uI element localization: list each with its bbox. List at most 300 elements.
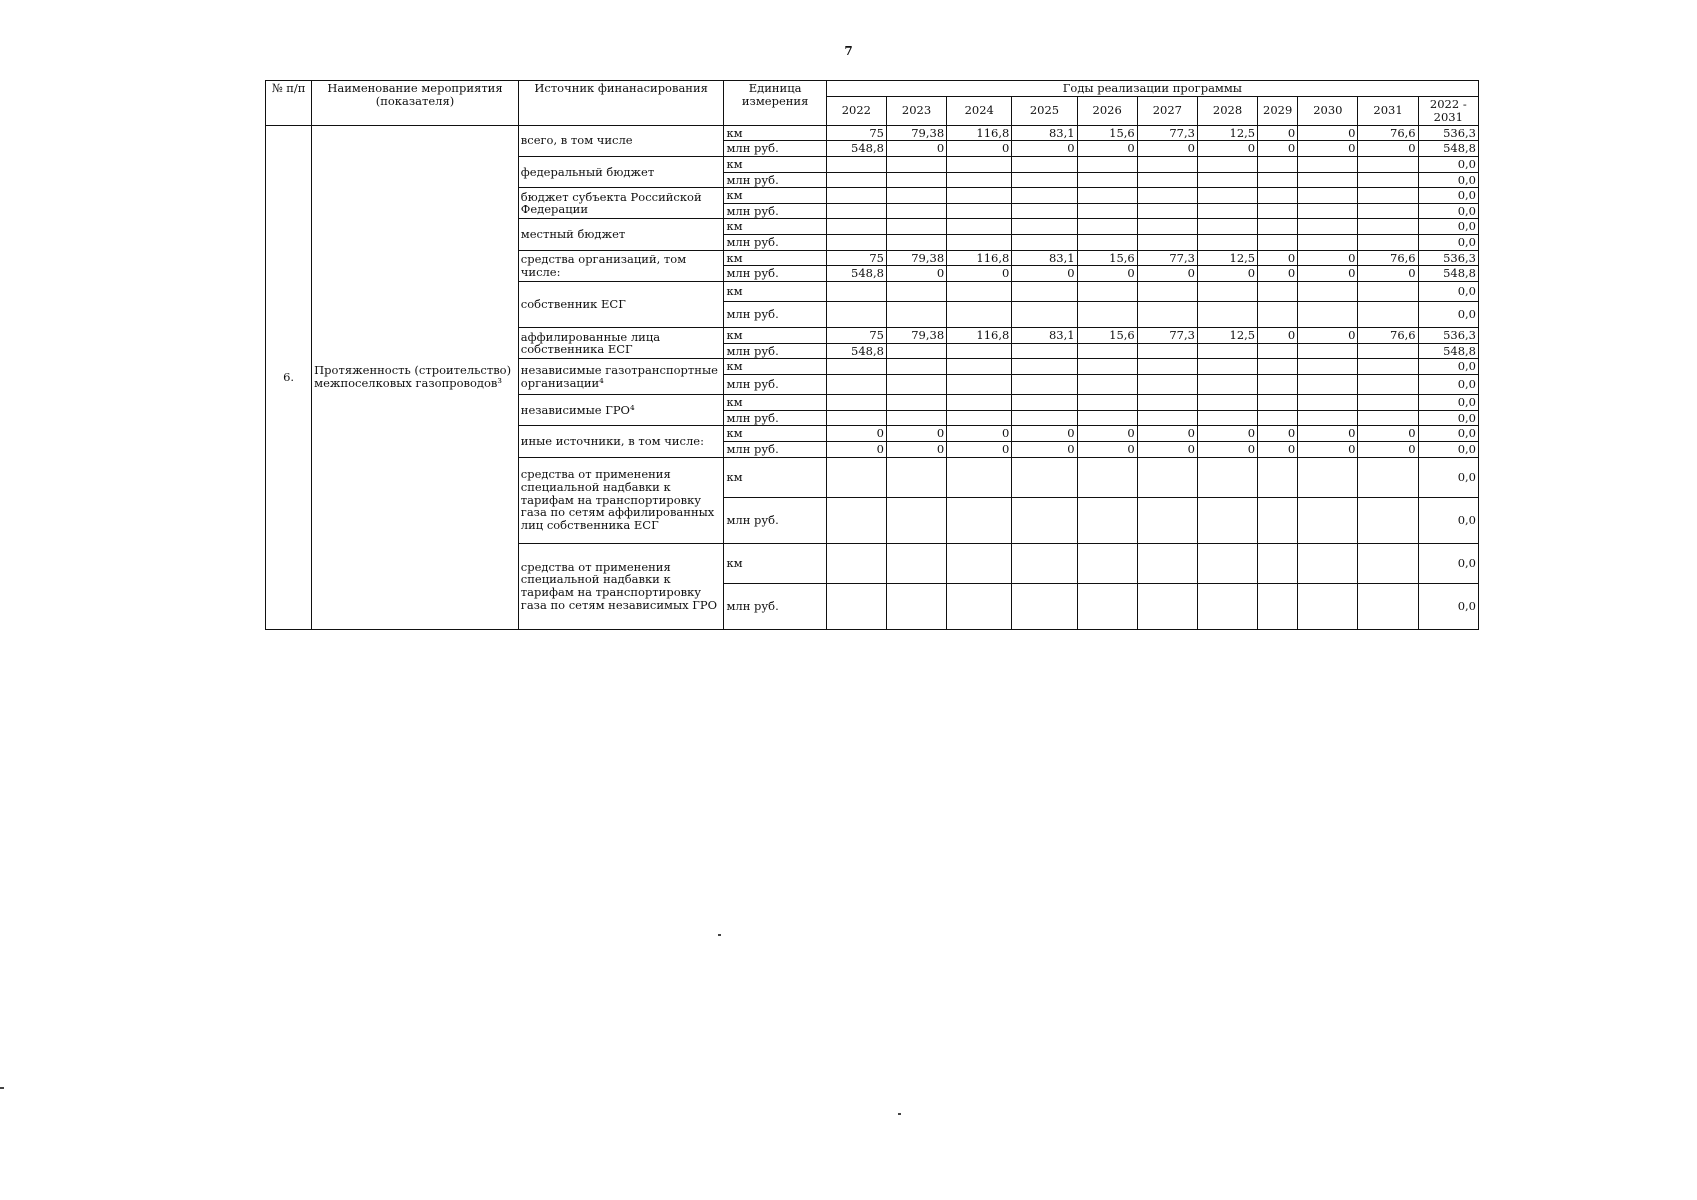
total-cell: 536,3 — [1418, 125, 1478, 141]
value-cell — [1298, 343, 1358, 359]
year-header: 2022 — [826, 96, 886, 125]
value-cell — [1197, 374, 1257, 394]
value-cell: 76,6 — [1358, 328, 1418, 344]
value-cell — [947, 156, 1012, 172]
value-cell — [1137, 172, 1197, 188]
value-cell — [1077, 172, 1137, 188]
value-cell: 76,6 — [1358, 250, 1418, 266]
value-cell: 548,8 — [826, 141, 886, 157]
value-cell — [1258, 359, 1298, 375]
value-cell — [1137, 203, 1197, 219]
value-cell — [1012, 543, 1077, 583]
value-cell — [886, 374, 946, 394]
value-cell — [1258, 203, 1298, 219]
unit-cell: млн руб. — [724, 441, 826, 457]
value-cell: 116,8 — [947, 328, 1012, 344]
total-cell: 0,0 — [1418, 282, 1478, 302]
value-cell — [1298, 374, 1358, 394]
value-cell — [826, 156, 886, 172]
unit-cell: млн руб. — [724, 497, 826, 543]
value-cell — [1012, 302, 1077, 328]
total-cell: 536,3 — [1418, 250, 1478, 266]
total-cell: 536,3 — [1418, 328, 1478, 344]
value-cell — [1258, 172, 1298, 188]
value-cell — [1298, 583, 1358, 629]
financing-table — [265, 80, 1479, 630]
value-cell — [1258, 156, 1298, 172]
source-label: средства от применения специальной надбавки к тарифам на транспортировку газа по сетям аффилированных лиц собственника ЕСГ — [518, 457, 724, 543]
value-cell: 0 — [1298, 141, 1358, 157]
value-cell — [1358, 394, 1418, 410]
value-cell — [1077, 543, 1137, 583]
value-cell — [1197, 497, 1257, 543]
value-cell — [1358, 235, 1418, 251]
header-source: Источник финанасирования — [518, 81, 724, 126]
value-cell — [886, 172, 946, 188]
year-header: 2026 — [1077, 96, 1137, 125]
value-cell — [1012, 282, 1077, 302]
value-cell — [1197, 282, 1257, 302]
value-cell — [1298, 394, 1358, 410]
total-cell: 0,0 — [1418, 394, 1478, 410]
total-cell: 0,0 — [1418, 441, 1478, 457]
value-cell: 15,6 — [1077, 328, 1137, 344]
header-years-group: Годы реализации программы — [826, 81, 1478, 97]
total-cell: 0,0 — [1418, 302, 1478, 328]
year-header: 2023 — [886, 96, 946, 125]
value-cell: 79,38 — [886, 125, 946, 141]
value-cell — [1258, 374, 1298, 394]
value-cell: 0 — [1197, 141, 1257, 157]
scan-speck — [718, 934, 721, 936]
value-cell: 0 — [1358, 141, 1418, 157]
value-cell — [1077, 203, 1137, 219]
value-cell — [886, 219, 946, 235]
value-cell — [1258, 543, 1298, 583]
value-cell — [826, 172, 886, 188]
value-cell: 0 — [1077, 441, 1137, 457]
value-cell — [1197, 172, 1257, 188]
total-cell: 0,0 — [1418, 583, 1478, 629]
value-cell — [1298, 282, 1358, 302]
value-cell — [947, 394, 1012, 410]
value-cell: 0 — [1012, 441, 1077, 457]
value-cell — [1358, 457, 1418, 497]
page-number: 7 — [844, 44, 853, 58]
total-cell: 0,0 — [1418, 410, 1478, 426]
source-label: независимые газотранспортные организации⁴ — [518, 359, 724, 395]
value-cell — [886, 235, 946, 251]
value-cell — [1077, 156, 1137, 172]
total-cell: 0,0 — [1418, 156, 1478, 172]
value-cell: 548,8 — [826, 343, 886, 359]
value-cell: 0 — [826, 441, 886, 457]
year-header: 2028 — [1197, 96, 1257, 125]
value-cell: 0 — [1298, 441, 1358, 457]
value-cell — [1258, 583, 1298, 629]
value-cell — [1137, 583, 1197, 629]
unit-cell: км — [724, 543, 826, 583]
value-cell — [1012, 235, 1077, 251]
value-cell — [1137, 343, 1197, 359]
table-row — [266, 125, 1479, 141]
value-cell — [1197, 394, 1257, 410]
value-cell: 0 — [886, 441, 946, 457]
value-cell — [1077, 457, 1137, 497]
value-cell: 0 — [1137, 441, 1197, 457]
value-cell: 0 — [1197, 441, 1257, 457]
value-cell: 77,3 — [1137, 250, 1197, 266]
value-cell — [1077, 583, 1137, 629]
value-cell: 0 — [947, 426, 1012, 442]
value-cell — [1298, 219, 1358, 235]
total-cell: 0,0 — [1418, 359, 1478, 375]
value-cell: 83,1 — [1012, 250, 1077, 266]
value-cell: 0 — [1137, 266, 1197, 282]
unit-cell: млн руб. — [724, 203, 826, 219]
value-cell: 548,8 — [826, 266, 886, 282]
value-cell: 0 — [947, 441, 1012, 457]
value-cell — [1137, 235, 1197, 251]
value-cell: 0 — [1298, 250, 1358, 266]
value-cell — [947, 282, 1012, 302]
value-cell: 75 — [826, 250, 886, 266]
total-cell: 0,0 — [1418, 497, 1478, 543]
value-cell — [826, 410, 886, 426]
value-cell — [826, 203, 886, 219]
value-cell — [947, 497, 1012, 543]
value-cell — [947, 359, 1012, 375]
value-cell — [1197, 188, 1257, 204]
value-cell — [826, 235, 886, 251]
value-cell: 15,6 — [1077, 250, 1137, 266]
total-cell: 0,0 — [1418, 219, 1478, 235]
value-cell — [1137, 457, 1197, 497]
value-cell: 0 — [1137, 426, 1197, 442]
value-cell — [886, 410, 946, 426]
value-cell — [947, 583, 1012, 629]
value-cell: 0 — [1137, 141, 1197, 157]
value-cell — [826, 219, 886, 235]
total-cell: 548,8 — [1418, 266, 1478, 282]
value-cell — [1358, 172, 1418, 188]
value-cell — [1197, 543, 1257, 583]
item-name: Протяженность (строительство) межпоселковых газопроводов³ — [312, 125, 519, 629]
value-cell — [886, 156, 946, 172]
unit-cell: км — [724, 328, 826, 344]
value-cell — [1358, 359, 1418, 375]
value-cell — [1137, 374, 1197, 394]
unit-cell: км — [724, 394, 826, 410]
source-label: собственник ЕСГ — [518, 282, 724, 328]
value-cell: 0 — [1258, 141, 1298, 157]
total-cell: 0,0 — [1418, 188, 1478, 204]
value-cell: 77,3 — [1137, 328, 1197, 344]
header-number: № п/п — [266, 81, 312, 126]
value-cell: 79,38 — [886, 328, 946, 344]
value-cell — [886, 457, 946, 497]
value-cell: 0 — [1258, 441, 1298, 457]
value-cell: 0 — [1012, 141, 1077, 157]
value-cell: 75 — [826, 125, 886, 141]
value-cell — [947, 374, 1012, 394]
value-cell — [1137, 302, 1197, 328]
value-cell — [826, 457, 886, 497]
value-cell: 116,8 — [947, 125, 1012, 141]
unit-cell: млн руб. — [724, 410, 826, 426]
value-cell — [886, 583, 946, 629]
value-cell — [1137, 156, 1197, 172]
value-cell — [1298, 359, 1358, 375]
source-label: местный бюджет — [518, 219, 724, 250]
value-cell — [1197, 219, 1257, 235]
value-cell — [947, 188, 1012, 204]
value-cell — [1012, 343, 1077, 359]
value-cell: 0 — [1298, 328, 1358, 344]
value-cell — [1258, 457, 1298, 497]
value-cell — [1358, 583, 1418, 629]
value-cell: 12,5 — [1197, 328, 1257, 344]
value-cell — [1298, 156, 1358, 172]
value-cell — [826, 497, 886, 543]
unit-cell: млн руб. — [724, 374, 826, 394]
value-cell — [947, 410, 1012, 426]
source-label: федеральный бюджет — [518, 156, 724, 187]
value-cell: 77,3 — [1137, 125, 1197, 141]
value-cell — [1197, 203, 1257, 219]
value-cell — [886, 497, 946, 543]
total-cell: 0,0 — [1418, 235, 1478, 251]
value-cell — [1137, 219, 1197, 235]
value-cell — [1077, 235, 1137, 251]
value-cell: 12,5 — [1197, 125, 1257, 141]
value-cell — [1358, 410, 1418, 426]
value-cell — [1298, 203, 1358, 219]
value-cell: 0 — [1197, 266, 1257, 282]
value-cell — [947, 219, 1012, 235]
value-cell — [1077, 219, 1137, 235]
value-cell — [1358, 219, 1418, 235]
value-cell — [1077, 282, 1137, 302]
value-cell — [1258, 235, 1298, 251]
value-cell: 0 — [1358, 426, 1418, 442]
value-cell: 75 — [826, 328, 886, 344]
value-cell: 0 — [1258, 250, 1298, 266]
value-cell — [886, 359, 946, 375]
value-cell — [826, 374, 886, 394]
value-cell — [1258, 343, 1298, 359]
value-cell — [1137, 543, 1197, 583]
value-cell: 0 — [1358, 441, 1418, 457]
value-cell — [1012, 172, 1077, 188]
total-cell: 0,0 — [1418, 426, 1478, 442]
value-cell — [886, 302, 946, 328]
value-cell — [1298, 302, 1358, 328]
value-cell: 0 — [1258, 266, 1298, 282]
value-cell: 0 — [1298, 125, 1358, 141]
value-cell — [886, 394, 946, 410]
value-cell: 0 — [1012, 426, 1077, 442]
value-cell — [1012, 359, 1077, 375]
value-cell — [1197, 359, 1257, 375]
value-cell: 0 — [1077, 426, 1137, 442]
year-header: 2027 — [1137, 96, 1197, 125]
value-cell — [1258, 410, 1298, 426]
source-label: бюджет субъекта Российской Федерации — [518, 188, 724, 219]
value-cell — [1197, 343, 1257, 359]
value-cell — [1358, 543, 1418, 583]
value-cell — [1077, 359, 1137, 375]
value-cell: 0 — [1012, 266, 1077, 282]
value-cell — [886, 343, 946, 359]
year-header: 2025 — [1012, 96, 1077, 125]
scan-speck — [898, 1113, 901, 1115]
total-cell: 0,0 — [1418, 374, 1478, 394]
value-cell: 0 — [1298, 266, 1358, 282]
value-cell: 76,6 — [1358, 125, 1418, 141]
scan-speck — [0, 1087, 4, 1089]
value-cell — [826, 282, 886, 302]
value-cell — [1137, 394, 1197, 410]
value-cell — [1137, 410, 1197, 426]
value-cell — [1012, 156, 1077, 172]
value-cell — [1012, 410, 1077, 426]
value-cell: 83,1 — [1012, 328, 1077, 344]
value-cell — [1077, 394, 1137, 410]
value-cell: 0 — [886, 141, 946, 157]
source-label: независимые ГРО⁴ — [518, 394, 724, 425]
value-cell: 12,5 — [1197, 250, 1257, 266]
value-cell — [1298, 188, 1358, 204]
value-cell — [826, 359, 886, 375]
unit-cell: млн руб. — [724, 141, 826, 157]
value-cell: 0 — [947, 266, 1012, 282]
header-unit: Единица измерения — [724, 81, 826, 126]
value-cell — [1012, 219, 1077, 235]
value-cell — [1298, 543, 1358, 583]
source-label: аффилированные лица собственника ЕСГ — [518, 328, 724, 359]
value-cell — [1077, 410, 1137, 426]
value-cell — [826, 188, 886, 204]
value-cell — [826, 394, 886, 410]
total-cell: 0,0 — [1418, 203, 1478, 219]
value-cell: 0 — [1258, 125, 1298, 141]
value-cell — [1358, 203, 1418, 219]
value-cell — [1077, 302, 1137, 328]
value-cell — [1358, 188, 1418, 204]
value-cell — [886, 543, 946, 583]
value-cell — [1012, 188, 1077, 204]
value-cell — [1077, 188, 1137, 204]
value-cell — [947, 543, 1012, 583]
value-cell — [1197, 156, 1257, 172]
unit-cell: км — [724, 188, 826, 204]
value-cell: 0 — [1258, 426, 1298, 442]
value-cell — [1298, 410, 1358, 426]
value-cell — [1258, 394, 1298, 410]
item-number: 6. — [266, 125, 312, 629]
value-cell: 116,8 — [947, 250, 1012, 266]
unit-cell: км — [724, 125, 826, 141]
value-cell: 0 — [1077, 266, 1137, 282]
value-cell — [1258, 302, 1298, 328]
value-cell: 0 — [1298, 426, 1358, 442]
value-cell — [1077, 374, 1137, 394]
value-cell — [1358, 374, 1418, 394]
value-cell: 79,38 — [886, 250, 946, 266]
year-header: 2024 — [947, 96, 1012, 125]
value-cell: 0 — [826, 426, 886, 442]
total-cell: 0,0 — [1418, 457, 1478, 497]
unit-cell: км — [724, 426, 826, 442]
value-cell — [1258, 282, 1298, 302]
value-cell — [1012, 394, 1077, 410]
unit-cell: млн руб. — [724, 235, 826, 251]
year-header: 2030 — [1298, 96, 1358, 125]
value-cell — [1197, 235, 1257, 251]
value-cell: 0 — [886, 266, 946, 282]
value-cell — [1298, 497, 1358, 543]
unit-cell: млн руб. — [724, 266, 826, 282]
header-name: Наименование мероприятия (показателя) — [312, 81, 519, 126]
year-header: 2022 - 2031 — [1418, 96, 1478, 125]
value-cell — [947, 302, 1012, 328]
value-cell — [826, 583, 886, 629]
total-cell: 0,0 — [1418, 543, 1478, 583]
value-cell — [826, 302, 886, 328]
value-cell — [1258, 188, 1298, 204]
unit-cell: млн руб. — [724, 343, 826, 359]
value-cell — [947, 172, 1012, 188]
value-cell — [1298, 172, 1358, 188]
total-cell: 548,8 — [1418, 141, 1478, 157]
value-cell — [886, 282, 946, 302]
value-cell: 83,1 — [1012, 125, 1077, 141]
value-cell — [1137, 282, 1197, 302]
unit-cell: млн руб. — [724, 172, 826, 188]
value-cell: 0 — [1077, 141, 1137, 157]
value-cell: 0 — [1358, 266, 1418, 282]
value-cell — [1077, 343, 1137, 359]
source-label: средства организаций, том числе: — [518, 250, 724, 281]
source-label: иные источники, в том числе: — [518, 426, 724, 457]
year-header: 2031 — [1358, 96, 1418, 125]
value-cell — [1298, 457, 1358, 497]
value-cell — [1077, 497, 1137, 543]
value-cell — [1012, 497, 1077, 543]
source-label: средства от применения специальной надбавки к тарифам на транспортировку газа по сетям независимых ГРО — [518, 543, 724, 629]
source-label: всего, в том числе — [518, 125, 724, 156]
value-cell: 0 — [1258, 328, 1298, 344]
value-cell — [1012, 203, 1077, 219]
value-cell — [1137, 188, 1197, 204]
value-cell — [1197, 583, 1257, 629]
value-cell — [947, 235, 1012, 251]
value-cell — [1137, 497, 1197, 543]
value-cell — [1012, 374, 1077, 394]
unit-cell: км — [724, 282, 826, 302]
value-cell — [1012, 457, 1077, 497]
year-header: 2029 — [1258, 96, 1298, 125]
value-cell — [1012, 583, 1077, 629]
value-cell — [826, 543, 886, 583]
unit-cell: км — [724, 250, 826, 266]
value-cell — [1358, 156, 1418, 172]
total-cell: 548,8 — [1418, 343, 1478, 359]
unit-cell: км — [724, 219, 826, 235]
total-cell: 0,0 — [1418, 172, 1478, 188]
value-cell — [1358, 282, 1418, 302]
